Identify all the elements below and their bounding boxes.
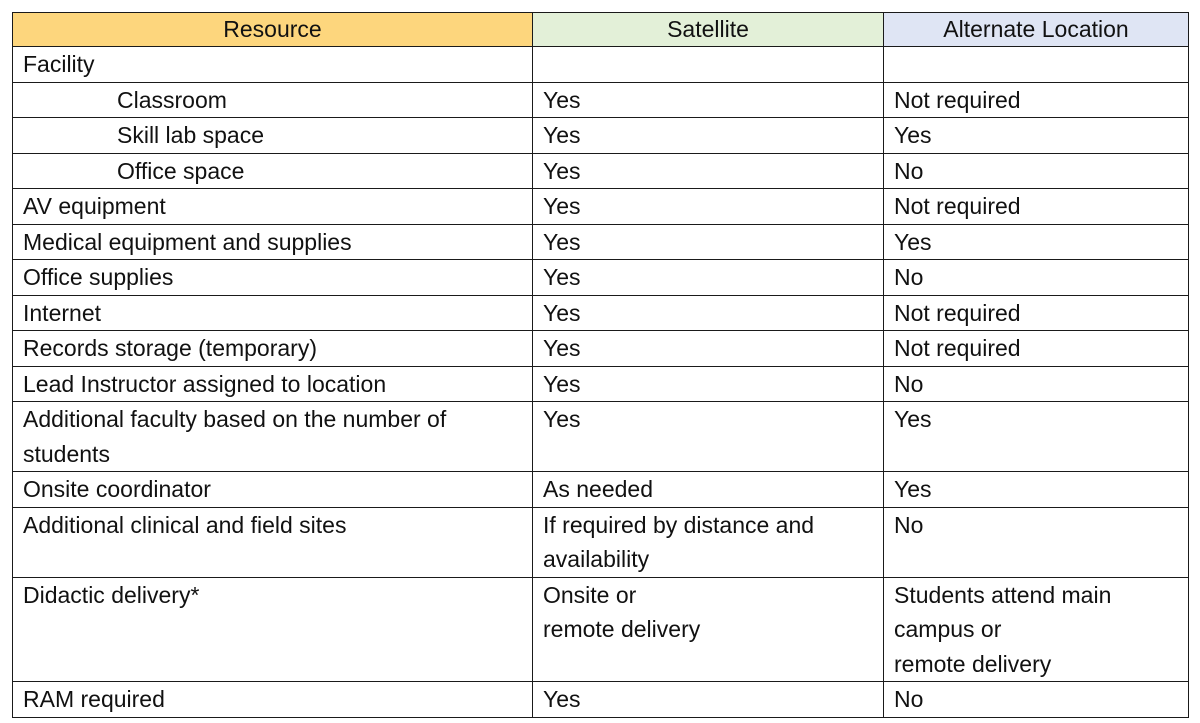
cell-satellite: Yes bbox=[533, 682, 884, 718]
cell-satellite: Yes bbox=[533, 153, 884, 189]
cell-resource: Facility bbox=[13, 47, 533, 83]
cell-satellite: Yes bbox=[533, 331, 884, 367]
cell-resource: Onsite coordinator bbox=[13, 472, 533, 508]
cell-satellite: Yes bbox=[533, 260, 884, 296]
cell-satellite: Yes bbox=[533, 224, 884, 260]
cell-alternate: Yes bbox=[884, 118, 1189, 154]
table-row bbox=[13, 507, 1189, 577]
cell-resource: Additional clinical and field sites bbox=[13, 507, 533, 577]
cell-satellite: Yes bbox=[533, 118, 884, 154]
table-row bbox=[13, 577, 1189, 682]
table-row bbox=[13, 366, 1189, 402]
header-satellite: Satellite bbox=[533, 13, 884, 47]
cell-resource: RAM required bbox=[13, 682, 533, 718]
table-row bbox=[13, 47, 1189, 83]
table-row bbox=[13, 260, 1189, 296]
table-row bbox=[13, 189, 1189, 225]
cell-alternate-line: remote delivery bbox=[894, 650, 1052, 677]
cell-resource: Additional faculty based on the number of students bbox=[13, 402, 533, 472]
cell-satellite-line: remote delivery bbox=[543, 616, 701, 642]
cell-satellite: Yes bbox=[533, 402, 884, 472]
cell-alternate: Not required bbox=[884, 189, 1189, 225]
cell-resource: AV equipment bbox=[13, 189, 533, 225]
cell-alternate: Not required bbox=[884, 295, 1189, 331]
cell-satellite: Yes bbox=[533, 295, 884, 331]
cell-satellite: Yes bbox=[533, 366, 884, 402]
cell-alternate: Yes bbox=[884, 402, 1189, 472]
resource-comparison-table bbox=[12, 12, 1189, 718]
table-header-row bbox=[13, 13, 1189, 47]
cell-resource: Records storage (temporary) bbox=[13, 331, 533, 367]
cell-resource: Office supplies bbox=[13, 260, 533, 296]
cell-resource: Office space bbox=[13, 153, 533, 189]
table-row bbox=[13, 224, 1189, 260]
table-row bbox=[13, 118, 1189, 154]
cell-resource: Lead Instructor assigned to location bbox=[13, 366, 533, 402]
cell-alternate: No bbox=[884, 682, 1189, 718]
cell-resource: Internet bbox=[13, 295, 533, 331]
cell-alternate-line: campus or bbox=[894, 616, 1002, 642]
cell-alternate: Yes bbox=[884, 472, 1189, 508]
cell-satellite: Yes bbox=[533, 82, 884, 118]
cell-satellite: Yes bbox=[533, 189, 884, 225]
cell-alternate: Not required bbox=[884, 331, 1189, 367]
table-row bbox=[13, 682, 1189, 718]
cell-satellite bbox=[533, 577, 884, 682]
table-row bbox=[13, 402, 1189, 472]
cell-alternate: Not required bbox=[884, 82, 1189, 118]
header-resource: Resource bbox=[13, 13, 533, 47]
table-row bbox=[13, 153, 1189, 189]
resource-table-container bbox=[12, 12, 1189, 718]
cell-satellite: As needed bbox=[533, 472, 884, 508]
header-alternate-location: Alternate Location bbox=[884, 13, 1189, 47]
cell-resource: Medical equipment and supplies bbox=[13, 224, 533, 260]
cell-satellite-line: Onsite or bbox=[543, 581, 637, 608]
cell-alternate-line: Students attend main bbox=[894, 581, 1112, 608]
cell-satellite: If required by distance and availability bbox=[533, 507, 884, 577]
table-row bbox=[13, 82, 1189, 118]
cell-satellite bbox=[533, 47, 884, 83]
cell-alternate: No bbox=[884, 153, 1189, 189]
cell-alternate: No bbox=[884, 507, 1189, 577]
table-row bbox=[13, 331, 1189, 367]
cell-alternate bbox=[884, 577, 1189, 682]
table-row bbox=[13, 295, 1189, 331]
table-row bbox=[13, 472, 1189, 508]
cell-alternate: Yes bbox=[884, 224, 1189, 260]
cell-alternate: No bbox=[884, 260, 1189, 296]
cell-alternate bbox=[884, 47, 1189, 83]
cell-resource: Didactic delivery* bbox=[13, 577, 533, 682]
cell-resource: Skill lab space bbox=[13, 118, 533, 154]
cell-alternate: No bbox=[884, 366, 1189, 402]
cell-resource: Classroom bbox=[13, 82, 533, 118]
